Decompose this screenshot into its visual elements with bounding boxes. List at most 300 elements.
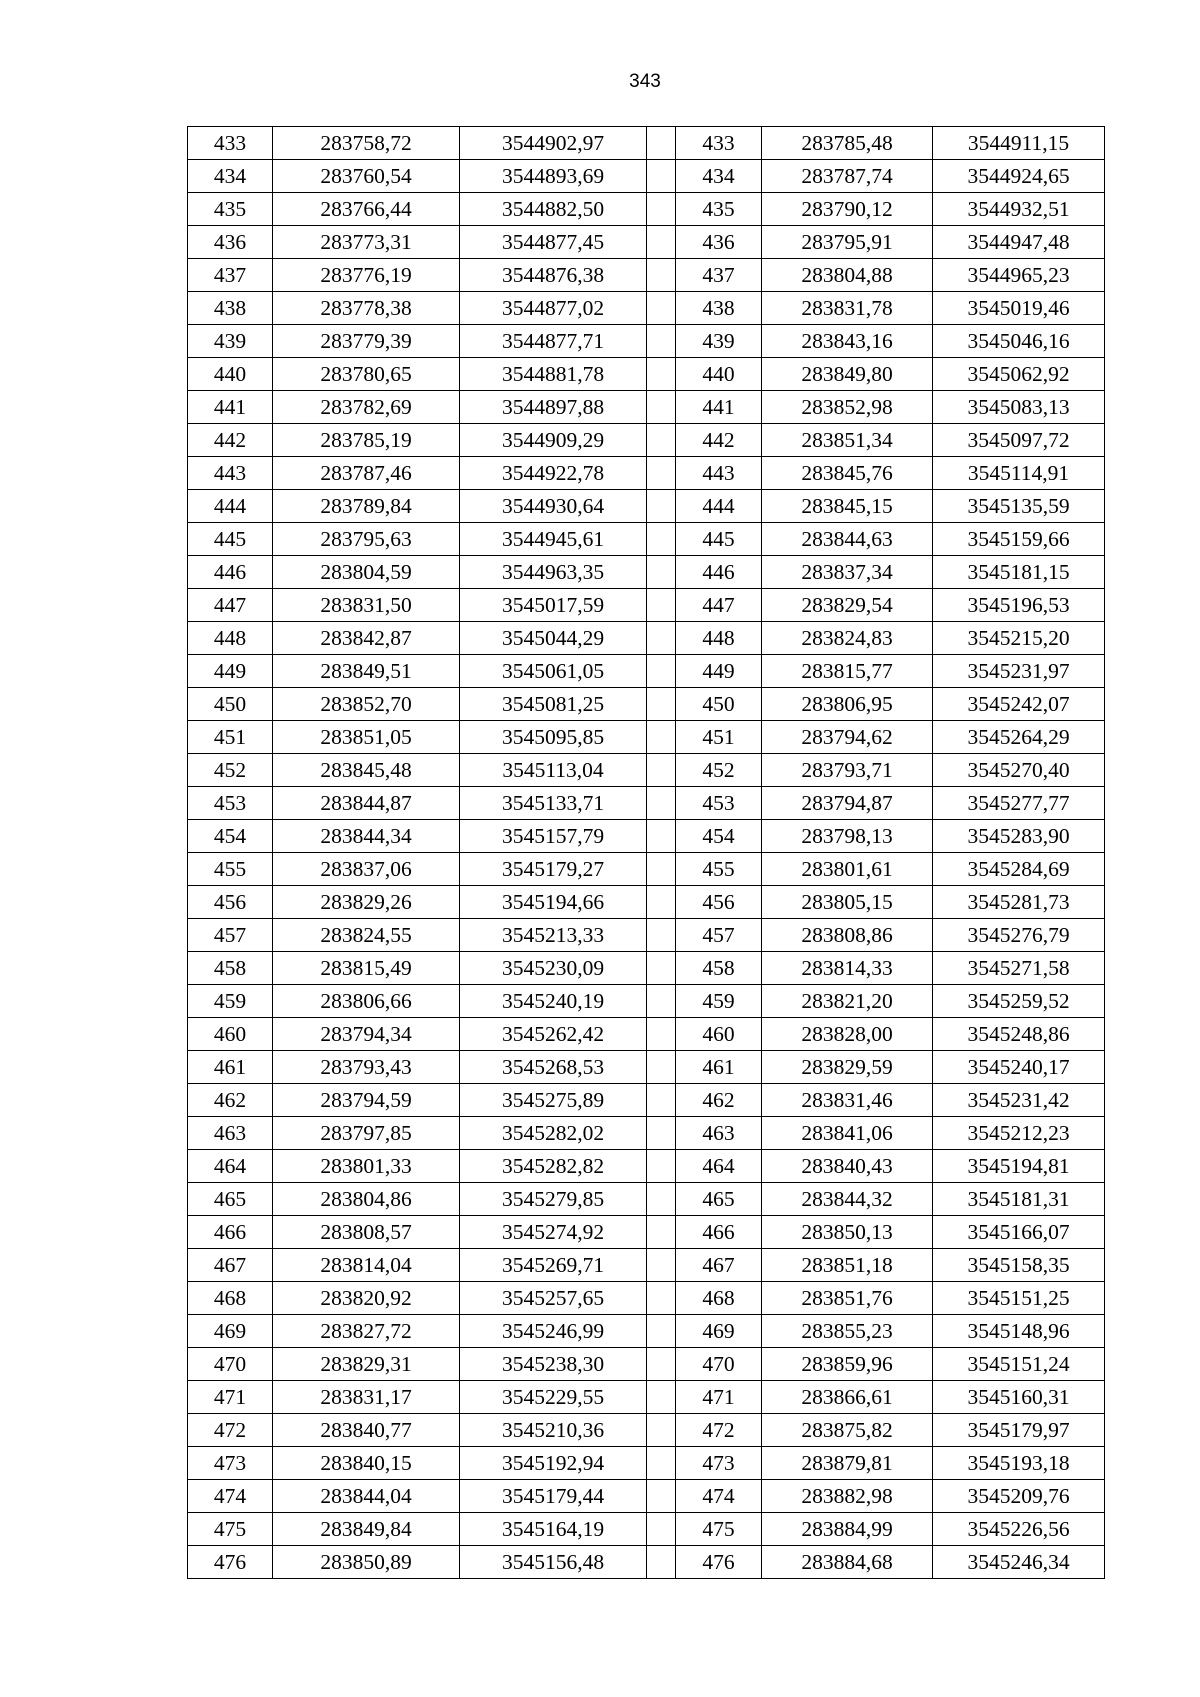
left-x-coordinate-cell: 283842,87 xyxy=(273,622,460,655)
right-x-coordinate-cell: 283828,00 xyxy=(762,1018,933,1051)
left-point-number-cell: 444 xyxy=(188,490,273,523)
left-point-number-cell: 445 xyxy=(188,523,273,556)
left-point-number-cell: 461 xyxy=(188,1051,273,1084)
right-y-coordinate-cell: 3545148,96 xyxy=(933,1315,1105,1348)
right-point-number-cell: 464 xyxy=(676,1150,762,1183)
left-y-coordinate-cell: 3544922,78 xyxy=(460,457,647,490)
separator-cell xyxy=(647,853,676,886)
right-x-coordinate-cell: 283805,15 xyxy=(762,886,933,919)
separator-cell xyxy=(647,655,676,688)
left-point-number-cell: 471 xyxy=(188,1381,273,1414)
table-row xyxy=(188,853,1105,886)
right-y-coordinate-cell: 3545159,66 xyxy=(933,523,1105,556)
separator-cell xyxy=(647,1480,676,1513)
left-x-coordinate-cell: 283806,66 xyxy=(273,985,460,1018)
left-x-coordinate-cell: 283758,72 xyxy=(273,127,460,160)
right-y-coordinate-cell: 3544965,23 xyxy=(933,259,1105,292)
left-point-number-cell: 455 xyxy=(188,853,273,886)
left-y-coordinate-cell: 3545279,85 xyxy=(460,1183,647,1216)
left-x-coordinate-cell: 283840,77 xyxy=(273,1414,460,1447)
left-y-coordinate-cell: 3545238,30 xyxy=(460,1348,647,1381)
table-row xyxy=(188,985,1105,1018)
left-x-coordinate-cell: 283789,84 xyxy=(273,490,460,523)
right-x-coordinate-cell: 283884,99 xyxy=(762,1513,933,1546)
left-x-coordinate-cell: 283831,17 xyxy=(273,1381,460,1414)
left-x-coordinate-cell: 283844,04 xyxy=(273,1480,460,1513)
right-x-coordinate-cell: 283884,68 xyxy=(762,1546,933,1579)
separator-cell xyxy=(647,127,676,160)
right-y-coordinate-cell: 3545179,97 xyxy=(933,1414,1105,1447)
left-point-number-cell: 467 xyxy=(188,1249,273,1282)
separator-cell xyxy=(647,358,676,391)
left-x-coordinate-cell: 283780,65 xyxy=(273,358,460,391)
table-row xyxy=(188,655,1105,688)
separator-cell xyxy=(647,292,676,325)
left-x-coordinate-cell: 283829,31 xyxy=(273,1348,460,1381)
right-point-number-cell: 474 xyxy=(676,1480,762,1513)
right-point-number-cell: 440 xyxy=(676,358,762,391)
right-x-coordinate-cell: 283875,82 xyxy=(762,1414,933,1447)
coordinates-table-body xyxy=(188,127,1105,1579)
table-row xyxy=(188,424,1105,457)
table-row xyxy=(188,886,1105,919)
right-x-coordinate-cell: 283844,32 xyxy=(762,1183,933,1216)
right-point-number-cell: 438 xyxy=(676,292,762,325)
left-x-coordinate-cell: 283852,70 xyxy=(273,688,460,721)
left-x-coordinate-cell: 283801,33 xyxy=(273,1150,460,1183)
left-y-coordinate-cell: 3545192,94 xyxy=(460,1447,647,1480)
separator-cell xyxy=(647,391,676,424)
right-y-coordinate-cell: 3545062,92 xyxy=(933,358,1105,391)
right-x-coordinate-cell: 283795,91 xyxy=(762,226,933,259)
left-y-coordinate-cell: 3544876,38 xyxy=(460,259,647,292)
separator-cell xyxy=(647,1282,676,1315)
right-x-coordinate-cell: 283849,80 xyxy=(762,358,933,391)
left-x-coordinate-cell: 283837,06 xyxy=(273,853,460,886)
right-x-coordinate-cell: 283801,61 xyxy=(762,853,933,886)
right-y-coordinate-cell: 3544924,65 xyxy=(933,160,1105,193)
separator-cell xyxy=(647,523,676,556)
left-y-coordinate-cell: 3544963,35 xyxy=(460,556,647,589)
right-y-coordinate-cell: 3545270,40 xyxy=(933,754,1105,787)
right-point-number-cell: 455 xyxy=(676,853,762,886)
separator-cell xyxy=(647,1414,676,1447)
right-x-coordinate-cell: 283866,61 xyxy=(762,1381,933,1414)
separator-cell xyxy=(647,1084,676,1117)
right-y-coordinate-cell: 3545114,91 xyxy=(933,457,1105,490)
left-y-coordinate-cell: 3544893,69 xyxy=(460,160,647,193)
right-point-number-cell: 453 xyxy=(676,787,762,820)
right-y-coordinate-cell: 3545097,72 xyxy=(933,424,1105,457)
right-y-coordinate-cell: 3545135,59 xyxy=(933,490,1105,523)
separator-cell xyxy=(647,490,676,523)
right-y-coordinate-cell: 3545264,29 xyxy=(933,721,1105,754)
right-x-coordinate-cell: 283787,74 xyxy=(762,160,933,193)
left-point-number-cell: 434 xyxy=(188,160,273,193)
right-x-coordinate-cell: 283831,78 xyxy=(762,292,933,325)
right-point-number-cell: 439 xyxy=(676,325,762,358)
left-point-number-cell: 474 xyxy=(188,1480,273,1513)
separator-cell xyxy=(647,193,676,226)
table-row xyxy=(188,226,1105,259)
right-x-coordinate-cell: 283793,71 xyxy=(762,754,933,787)
right-point-number-cell: 447 xyxy=(676,589,762,622)
left-point-number-cell: 464 xyxy=(188,1150,273,1183)
table-row xyxy=(188,1348,1105,1381)
left-y-coordinate-cell: 3545275,89 xyxy=(460,1084,647,1117)
left-y-coordinate-cell: 3544909,29 xyxy=(460,424,647,457)
separator-cell xyxy=(647,1051,676,1084)
table-row xyxy=(188,325,1105,358)
right-y-coordinate-cell: 3545281,73 xyxy=(933,886,1105,919)
left-x-coordinate-cell: 283850,89 xyxy=(273,1546,460,1579)
right-point-number-cell: 467 xyxy=(676,1249,762,1282)
right-y-coordinate-cell: 3545194,81 xyxy=(933,1150,1105,1183)
left-x-coordinate-cell: 283851,05 xyxy=(273,721,460,754)
right-x-coordinate-cell: 283821,20 xyxy=(762,985,933,1018)
right-point-number-cell: 444 xyxy=(676,490,762,523)
left-x-coordinate-cell: 283782,69 xyxy=(273,391,460,424)
left-point-number-cell: 463 xyxy=(188,1117,273,1150)
right-y-coordinate-cell: 3545242,07 xyxy=(933,688,1105,721)
right-y-coordinate-cell: 3545151,25 xyxy=(933,1282,1105,1315)
right-point-number-cell: 461 xyxy=(676,1051,762,1084)
left-y-coordinate-cell: 3545230,09 xyxy=(460,952,647,985)
right-x-coordinate-cell: 283808,86 xyxy=(762,919,933,952)
left-point-number-cell: 472 xyxy=(188,1414,273,1447)
separator-cell xyxy=(647,1315,676,1348)
left-y-coordinate-cell: 3545213,33 xyxy=(460,919,647,952)
right-point-number-cell: 471 xyxy=(676,1381,762,1414)
separator-cell xyxy=(647,985,676,1018)
separator-cell xyxy=(647,259,676,292)
right-point-number-cell: 433 xyxy=(676,127,762,160)
left-y-coordinate-cell: 3545133,71 xyxy=(460,787,647,820)
left-x-coordinate-cell: 283808,57 xyxy=(273,1216,460,1249)
right-x-coordinate-cell: 283840,43 xyxy=(762,1150,933,1183)
right-y-coordinate-cell: 3545083,13 xyxy=(933,391,1105,424)
left-y-coordinate-cell: 3545164,19 xyxy=(460,1513,647,1546)
right-y-coordinate-cell: 3545181,15 xyxy=(933,556,1105,589)
table-row xyxy=(188,1513,1105,1546)
left-point-number-cell: 453 xyxy=(188,787,273,820)
left-point-number-cell: 442 xyxy=(188,424,273,457)
table-row xyxy=(188,127,1105,160)
right-y-coordinate-cell: 3544911,15 xyxy=(933,127,1105,160)
separator-cell xyxy=(647,886,676,919)
right-x-coordinate-cell: 283790,12 xyxy=(762,193,933,226)
table-row xyxy=(188,1282,1105,1315)
table-row xyxy=(188,1249,1105,1282)
separator-cell xyxy=(647,688,676,721)
right-x-coordinate-cell: 283852,98 xyxy=(762,391,933,424)
right-x-coordinate-cell: 283785,48 xyxy=(762,127,933,160)
table-row xyxy=(188,1414,1105,1447)
left-y-coordinate-cell: 3545229,55 xyxy=(460,1381,647,1414)
left-point-number-cell: 476 xyxy=(188,1546,273,1579)
right-x-coordinate-cell: 283829,54 xyxy=(762,589,933,622)
left-x-coordinate-cell: 283844,87 xyxy=(273,787,460,820)
table-row xyxy=(188,622,1105,655)
table-row xyxy=(188,952,1105,985)
separator-cell xyxy=(647,160,676,193)
left-point-number-cell: 448 xyxy=(188,622,273,655)
left-y-coordinate-cell: 3545157,79 xyxy=(460,820,647,853)
table-row xyxy=(188,391,1105,424)
left-x-coordinate-cell: 283815,49 xyxy=(273,952,460,985)
left-point-number-cell: 440 xyxy=(188,358,273,391)
left-y-coordinate-cell: 3545268,53 xyxy=(460,1051,647,1084)
right-point-number-cell: 476 xyxy=(676,1546,762,1579)
left-x-coordinate-cell: 283849,51 xyxy=(273,655,460,688)
table-row xyxy=(188,1315,1105,1348)
separator-cell xyxy=(647,1249,676,1282)
right-point-number-cell: 437 xyxy=(676,259,762,292)
separator-cell xyxy=(647,1216,676,1249)
separator-cell xyxy=(647,820,676,853)
right-y-coordinate-cell: 3545226,56 xyxy=(933,1513,1105,1546)
left-x-coordinate-cell: 283831,50 xyxy=(273,589,460,622)
separator-cell xyxy=(647,424,676,457)
right-x-coordinate-cell: 283815,77 xyxy=(762,655,933,688)
left-x-coordinate-cell: 283814,04 xyxy=(273,1249,460,1282)
table-row xyxy=(188,556,1105,589)
right-point-number-cell: 443 xyxy=(676,457,762,490)
left-x-coordinate-cell: 283766,44 xyxy=(273,193,460,226)
left-y-coordinate-cell: 3544930,64 xyxy=(460,490,647,523)
right-y-coordinate-cell: 3545276,79 xyxy=(933,919,1105,952)
right-point-number-cell: 473 xyxy=(676,1447,762,1480)
right-y-coordinate-cell: 3545248,86 xyxy=(933,1018,1105,1051)
right-x-coordinate-cell: 283845,15 xyxy=(762,490,933,523)
right-y-coordinate-cell: 3545240,17 xyxy=(933,1051,1105,1084)
separator-cell xyxy=(647,457,676,490)
right-point-number-cell: 458 xyxy=(676,952,762,985)
left-x-coordinate-cell: 283793,43 xyxy=(273,1051,460,1084)
table-row xyxy=(188,1117,1105,1150)
left-point-number-cell: 433 xyxy=(188,127,273,160)
table-row xyxy=(188,292,1105,325)
right-x-coordinate-cell: 283794,62 xyxy=(762,721,933,754)
left-y-coordinate-cell: 3545257,65 xyxy=(460,1282,647,1315)
left-y-coordinate-cell: 3545095,85 xyxy=(460,721,647,754)
table-row xyxy=(188,1447,1105,1480)
table-row xyxy=(188,787,1105,820)
right-point-number-cell: 472 xyxy=(676,1414,762,1447)
right-x-coordinate-cell: 283882,98 xyxy=(762,1480,933,1513)
right-point-number-cell: 457 xyxy=(676,919,762,952)
left-y-coordinate-cell: 3545240,19 xyxy=(460,985,647,1018)
right-y-coordinate-cell: 3545046,16 xyxy=(933,325,1105,358)
table-row xyxy=(188,1480,1105,1513)
right-point-number-cell: 441 xyxy=(676,391,762,424)
separator-cell xyxy=(647,754,676,787)
right-x-coordinate-cell: 283829,59 xyxy=(762,1051,933,1084)
separator-cell xyxy=(647,1018,676,1051)
separator-cell xyxy=(647,325,676,358)
right-point-number-cell: 465 xyxy=(676,1183,762,1216)
left-point-number-cell: 458 xyxy=(188,952,273,985)
left-point-number-cell: 462 xyxy=(188,1084,273,1117)
right-y-coordinate-cell: 3545271,58 xyxy=(933,952,1105,985)
left-x-coordinate-cell: 283779,39 xyxy=(273,325,460,358)
right-point-number-cell: 462 xyxy=(676,1084,762,1117)
left-x-coordinate-cell: 283795,63 xyxy=(273,523,460,556)
table-row xyxy=(188,1183,1105,1216)
right-point-number-cell: 449 xyxy=(676,655,762,688)
right-x-coordinate-cell: 283844,63 xyxy=(762,523,933,556)
left-x-coordinate-cell: 283794,59 xyxy=(273,1084,460,1117)
separator-cell xyxy=(647,1117,676,1150)
left-y-coordinate-cell: 3545179,44 xyxy=(460,1480,647,1513)
table-row xyxy=(188,457,1105,490)
table-row xyxy=(188,1216,1105,1249)
left-x-coordinate-cell: 283776,19 xyxy=(273,259,460,292)
left-y-coordinate-cell: 3545246,99 xyxy=(460,1315,647,1348)
right-y-coordinate-cell: 3545196,53 xyxy=(933,589,1105,622)
separator-cell xyxy=(647,226,676,259)
right-y-coordinate-cell: 3545160,31 xyxy=(933,1381,1105,1414)
left-y-coordinate-cell: 3544902,97 xyxy=(460,127,647,160)
right-point-number-cell: 475 xyxy=(676,1513,762,1546)
left-point-number-cell: 457 xyxy=(188,919,273,952)
left-x-coordinate-cell: 283824,55 xyxy=(273,919,460,952)
left-x-coordinate-cell: 283840,15 xyxy=(273,1447,460,1480)
separator-cell xyxy=(647,1447,676,1480)
separator-cell xyxy=(647,1513,676,1546)
left-point-number-cell: 435 xyxy=(188,193,273,226)
right-x-coordinate-cell: 283831,46 xyxy=(762,1084,933,1117)
right-point-number-cell: 452 xyxy=(676,754,762,787)
table-row xyxy=(188,1051,1105,1084)
left-y-coordinate-cell: 3545269,71 xyxy=(460,1249,647,1282)
left-y-coordinate-cell: 3544877,02 xyxy=(460,292,647,325)
right-x-coordinate-cell: 283837,34 xyxy=(762,556,933,589)
right-x-coordinate-cell: 283794,87 xyxy=(762,787,933,820)
left-point-number-cell: 437 xyxy=(188,259,273,292)
left-point-number-cell: 469 xyxy=(188,1315,273,1348)
left-point-number-cell: 436 xyxy=(188,226,273,259)
left-point-number-cell: 470 xyxy=(188,1348,273,1381)
left-y-coordinate-cell: 3545262,42 xyxy=(460,1018,647,1051)
right-x-coordinate-cell: 283859,96 xyxy=(762,1348,933,1381)
right-point-number-cell: 434 xyxy=(676,160,762,193)
right-point-number-cell: 446 xyxy=(676,556,762,589)
coordinates-table xyxy=(187,126,1105,1579)
right-y-coordinate-cell: 3545246,34 xyxy=(933,1546,1105,1579)
left-point-number-cell: 460 xyxy=(188,1018,273,1051)
left-x-coordinate-cell: 283785,19 xyxy=(273,424,460,457)
left-y-coordinate-cell: 3544877,45 xyxy=(460,226,647,259)
left-point-number-cell: 468 xyxy=(188,1282,273,1315)
left-y-coordinate-cell: 3545061,05 xyxy=(460,655,647,688)
right-point-number-cell: 454 xyxy=(676,820,762,853)
left-y-coordinate-cell: 3544882,50 xyxy=(460,193,647,226)
left-point-number-cell: 450 xyxy=(188,688,273,721)
right-x-coordinate-cell: 283843,16 xyxy=(762,325,933,358)
right-x-coordinate-cell: 283841,06 xyxy=(762,1117,933,1150)
left-point-number-cell: 443 xyxy=(188,457,273,490)
left-point-number-cell: 452 xyxy=(188,754,273,787)
right-point-number-cell: 435 xyxy=(676,193,762,226)
right-point-number-cell: 450 xyxy=(676,688,762,721)
right-x-coordinate-cell: 283806,95 xyxy=(762,688,933,721)
right-y-coordinate-cell: 3545277,77 xyxy=(933,787,1105,820)
separator-cell xyxy=(647,1348,676,1381)
left-x-coordinate-cell: 283804,86 xyxy=(273,1183,460,1216)
right-point-number-cell: 469 xyxy=(676,1315,762,1348)
right-x-coordinate-cell: 283851,18 xyxy=(762,1249,933,1282)
left-x-coordinate-cell: 283849,84 xyxy=(273,1513,460,1546)
separator-cell xyxy=(647,1546,676,1579)
right-point-number-cell: 456 xyxy=(676,886,762,919)
table-row xyxy=(188,754,1105,787)
right-y-coordinate-cell: 3545019,46 xyxy=(933,292,1105,325)
left-y-coordinate-cell: 3545081,25 xyxy=(460,688,647,721)
left-point-number-cell: 466 xyxy=(188,1216,273,1249)
left-point-number-cell: 447 xyxy=(188,589,273,622)
left-y-coordinate-cell: 3544945,61 xyxy=(460,523,647,556)
left-x-coordinate-cell: 283760,54 xyxy=(273,160,460,193)
left-y-coordinate-cell: 3545017,59 xyxy=(460,589,647,622)
right-y-coordinate-cell: 3545283,90 xyxy=(933,820,1105,853)
right-x-coordinate-cell: 283798,13 xyxy=(762,820,933,853)
right-point-number-cell: 468 xyxy=(676,1282,762,1315)
left-y-coordinate-cell: 3545194,66 xyxy=(460,886,647,919)
left-point-number-cell: 441 xyxy=(188,391,273,424)
right-y-coordinate-cell: 3545193,18 xyxy=(933,1447,1105,1480)
right-y-coordinate-cell: 3545212,23 xyxy=(933,1117,1105,1150)
right-y-coordinate-cell: 3545215,20 xyxy=(933,622,1105,655)
left-y-coordinate-cell: 3545113,04 xyxy=(460,754,647,787)
table-row xyxy=(188,523,1105,556)
left-point-number-cell: 449 xyxy=(188,655,273,688)
right-point-number-cell: 463 xyxy=(676,1117,762,1150)
left-point-number-cell: 439 xyxy=(188,325,273,358)
left-y-coordinate-cell: 3544881,78 xyxy=(460,358,647,391)
separator-cell xyxy=(647,952,676,985)
right-point-number-cell: 445 xyxy=(676,523,762,556)
left-x-coordinate-cell: 283778,38 xyxy=(273,292,460,325)
left-point-number-cell: 473 xyxy=(188,1447,273,1480)
left-y-coordinate-cell: 3545274,92 xyxy=(460,1216,647,1249)
left-point-number-cell: 459 xyxy=(188,985,273,1018)
separator-cell xyxy=(647,556,676,589)
left-y-coordinate-cell: 3545156,48 xyxy=(460,1546,647,1579)
left-point-number-cell: 456 xyxy=(188,886,273,919)
right-x-coordinate-cell: 283845,76 xyxy=(762,457,933,490)
table-row xyxy=(188,919,1105,952)
right-point-number-cell: 448 xyxy=(676,622,762,655)
left-y-coordinate-cell: 3545179,27 xyxy=(460,853,647,886)
separator-cell xyxy=(647,787,676,820)
right-x-coordinate-cell: 283879,81 xyxy=(762,1447,933,1480)
right-y-coordinate-cell: 3544947,48 xyxy=(933,226,1105,259)
left-point-number-cell: 438 xyxy=(188,292,273,325)
left-point-number-cell: 446 xyxy=(188,556,273,589)
right-point-number-cell: 442 xyxy=(676,424,762,457)
left-x-coordinate-cell: 283773,31 xyxy=(273,226,460,259)
right-point-number-cell: 466 xyxy=(676,1216,762,1249)
right-x-coordinate-cell: 283851,76 xyxy=(762,1282,933,1315)
left-point-number-cell: 451 xyxy=(188,721,273,754)
separator-cell xyxy=(647,622,676,655)
table-row xyxy=(188,160,1105,193)
separator-cell xyxy=(647,589,676,622)
table-row xyxy=(188,820,1105,853)
left-point-number-cell: 454 xyxy=(188,820,273,853)
right-y-coordinate-cell: 3545151,24 xyxy=(933,1348,1105,1381)
